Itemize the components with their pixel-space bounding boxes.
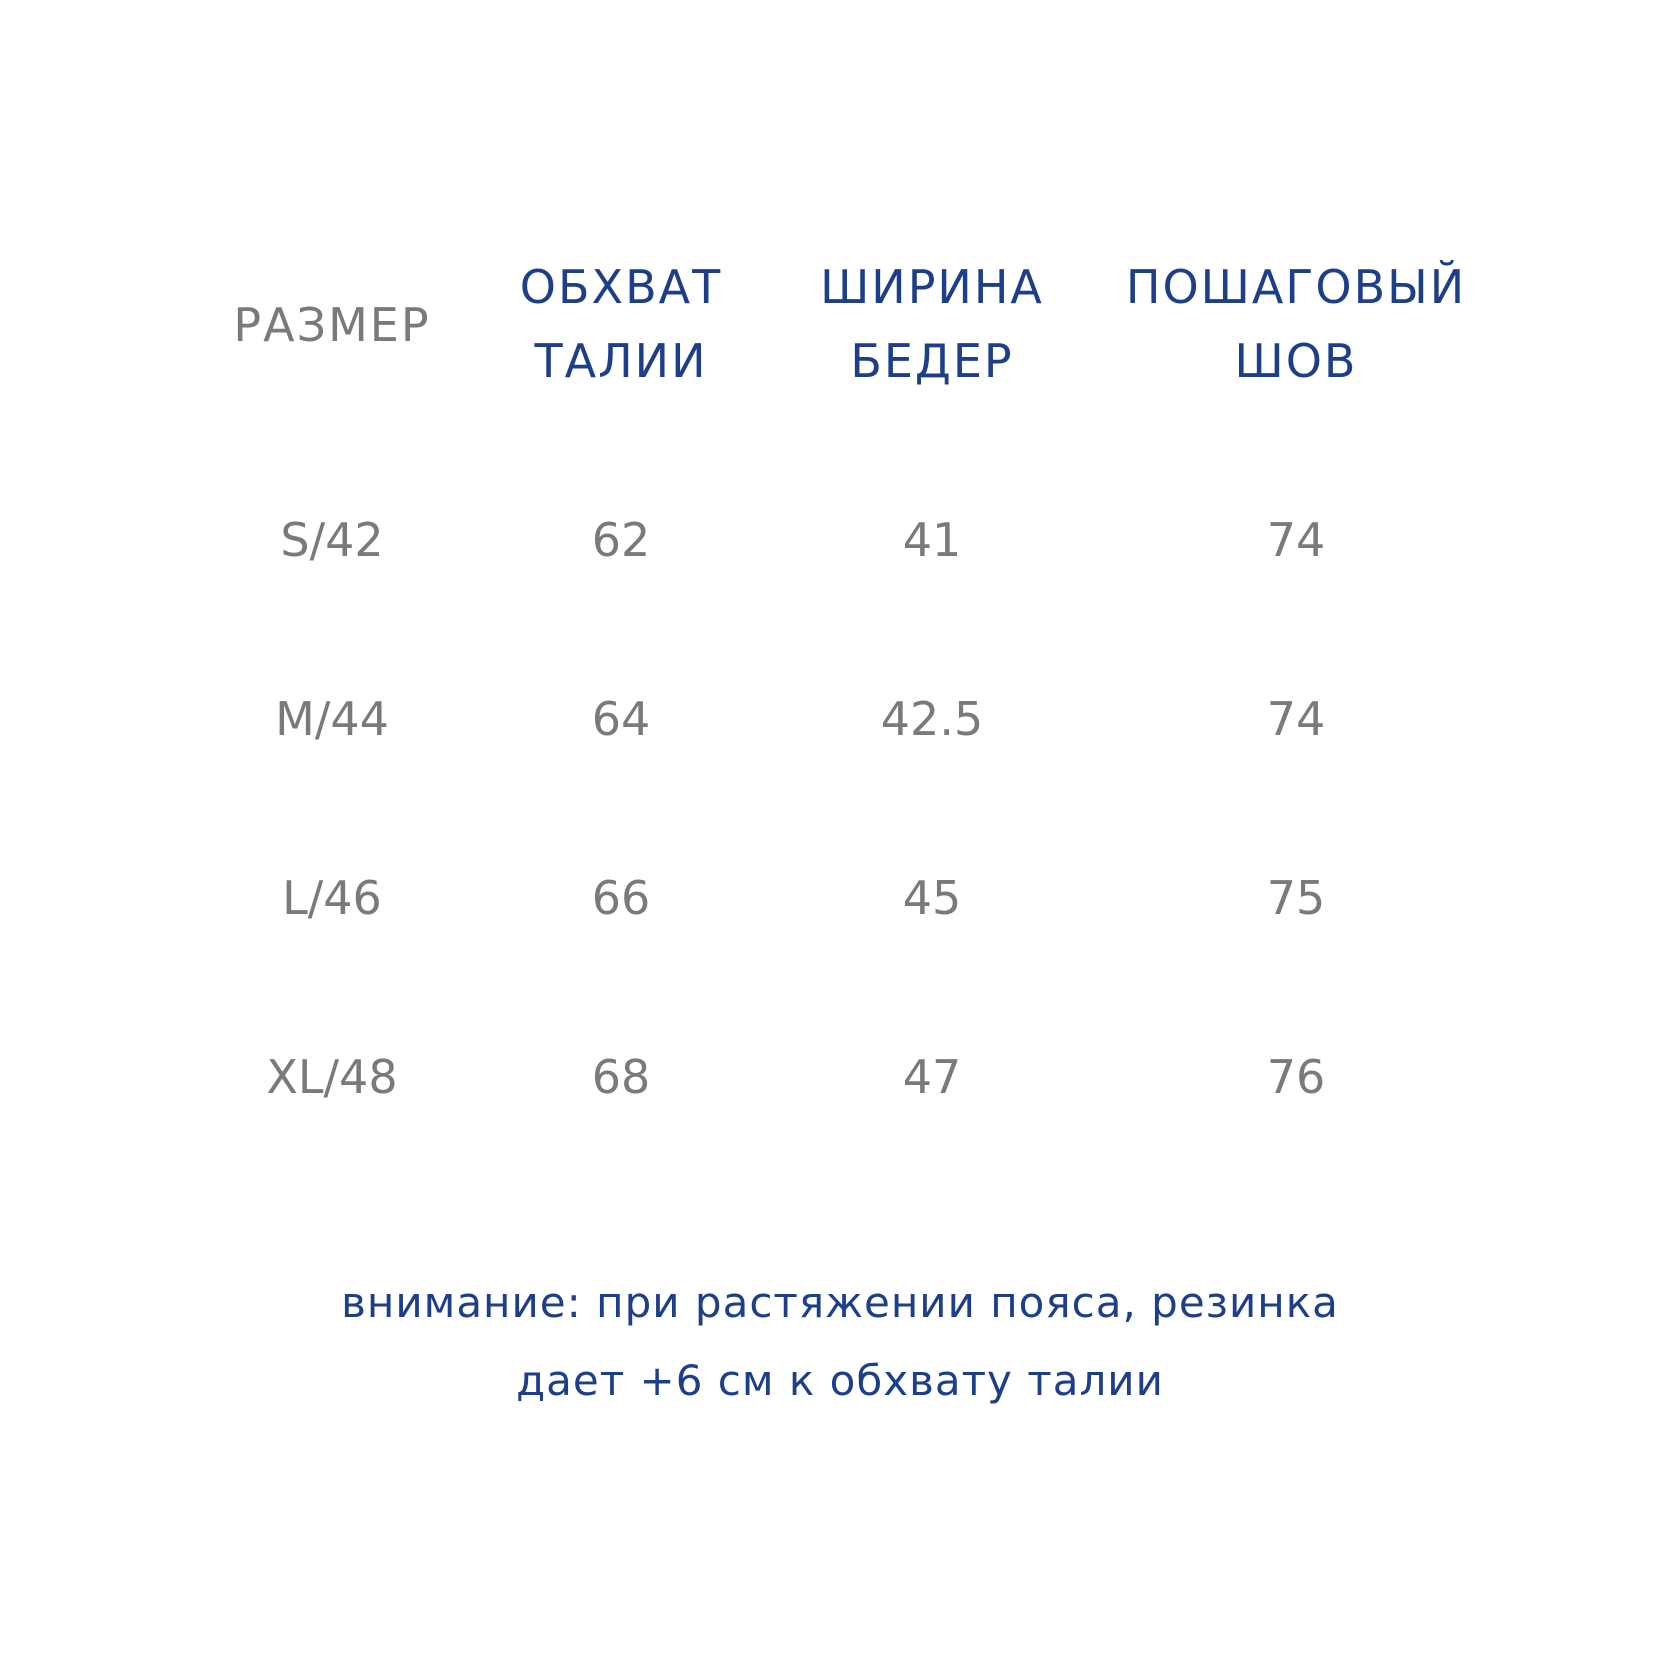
header-hips: [820, 250, 1044, 398]
row-inseam-xl: 76: [1266, 1050, 1326, 1104]
row-size-s: S/42: [280, 513, 384, 567]
note-line2: дает +6 см к обхвату талии: [516, 1356, 1164, 1405]
row-waist-s: 62: [591, 513, 651, 567]
row-hips-s: 41: [902, 513, 962, 567]
row-waist-l: 66: [591, 871, 651, 925]
row-inseam-s: 74: [1266, 513, 1326, 567]
row-size-l: L/46: [282, 871, 382, 925]
row-hips-l: 45: [902, 871, 962, 925]
header-waist-line1: ОБХВАТ: [519, 260, 723, 314]
row-size-xl: XL/48: [266, 1050, 398, 1104]
header-inseam-line1: ПОШАГОВЫЙ: [1125, 260, 1467, 314]
row-inseam-m: 74: [1266, 692, 1326, 746]
note-line1: внимание: при растяжении пояса, резинка: [341, 1278, 1339, 1327]
header-waist-line2: ТАЛИИ: [534, 334, 708, 388]
row-waist-m: 64: [591, 692, 651, 746]
header-waist: [520, 250, 722, 398]
header-size: РАЗМЕР: [233, 298, 431, 352]
header-hips-line1: ШИРИНА: [820, 260, 1044, 314]
row-hips-xl: 47: [902, 1050, 962, 1104]
header-inseam-line2: ШОВ: [1234, 334, 1358, 388]
row-inseam-l: 75: [1266, 871, 1326, 925]
header-hips-line2: БЕДЕР: [850, 334, 1014, 388]
header-inseam: [1126, 250, 1466, 398]
row-waist-xl: 68: [591, 1050, 651, 1104]
row-size-m: M/44: [275, 692, 389, 746]
row-hips-m: 42.5: [880, 692, 984, 746]
